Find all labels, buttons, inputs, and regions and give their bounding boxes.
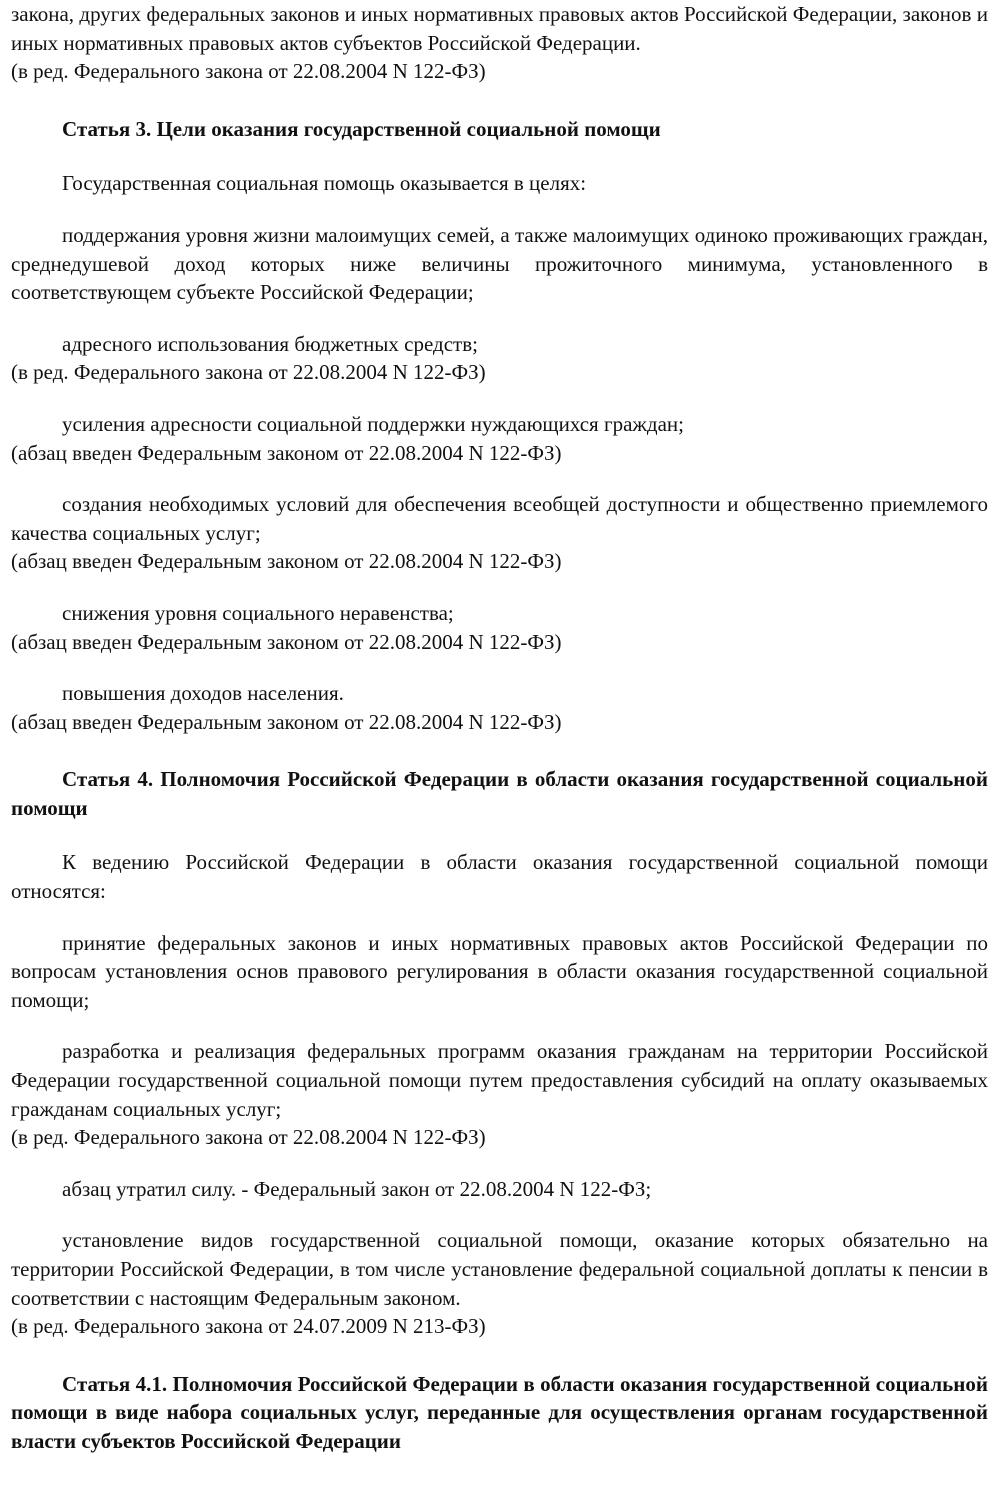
article-3-item: создания необходимых условий для обеспечения всеобщей доступности и общественно приемлемого качества социальных услуг; — [11, 492, 988, 545]
amendment-note: (абзац введен Федеральным законом от 22.08.2004 N 122-ФЗ) — [11, 629, 562, 654]
intro-paragraph: закона, других федеральных законов и иных нормативных правовых актов Российской Федерации, законов и иных нормативных правовых актов субъектов Российской Федерации. — [11, 2, 988, 55]
article-3-item: поддержания уровня жизни малоимущих семей, а также малоимущих одиноко проживающих граждан, среднедушевой доход которых ниже величины прожиточного минимума, установленного в соответствующем субъекте Российской Федерации; — [11, 222, 988, 305]
article-3-heading: Статья 3. Цели оказания государственной социальной помощи — [62, 116, 661, 141]
article-4-item: абзац утратил силу. - Федеральный закон от 22.08.2004 N 122-ФЗ; — [62, 1176, 652, 1201]
article-3-item: повышения доходов населения. — [62, 681, 344, 706]
amendment-note: (в ред. Федерального закона от 22.08.2004 N 122-ФЗ) — [11, 1125, 486, 1150]
article-4-item: разработка и реализация федеральных программ оказания гражданам на территории Российской Федерации государственной социальной помощи путем предоставления субсидий на оплату оказываемых гражданам социальных услуг; — [11, 1039, 988, 1121]
article-4-heading: Статья 4. Полномочия Российской Федерации в области оказания государственной социальной помощи — [11, 767, 988, 820]
article-3-lead: Государственная социальная помощь оказывается в целях: — [62, 171, 587, 196]
article-4-item: принятие федеральных законов и иных нормативных правовых актов Российской Федерации по вопросам установления основ правового регулирования в области оказания государственной социальной помощи; — [11, 930, 988, 1012]
amendment-note: (абзац введен Федеральным законом от 22.08.2004 N 122-ФЗ) — [11, 440, 562, 465]
amendment-note: (в ред. Федерального закона от 22.08.2004 N 122-ФЗ) — [11, 59, 486, 84]
article-3-item: усиления адресности социальной поддержки нуждающихся граждан; — [62, 411, 684, 436]
amendment-note: (в ред. Федерального закона от 22.08.2004 N 122-ФЗ) — [11, 360, 486, 385]
article-4-item: установление видов государственной социальной помощи, оказание которых обязательно на территории Российской Федерации, в том числе установление федеральной социальной доплаты к пенсии в соответствии с настоящим Федеральным законом. — [11, 1228, 988, 1310]
amendment-note: (в ред. Федерального закона от 24.07.2009 N 213-ФЗ) — [11, 1314, 486, 1339]
article-3-item: адресного использования бюджетных средств; — [62, 331, 478, 356]
article-4-1-heading: Статья 4.1. Полномочия Российской Федерации в области оказания государственной социальной помощи в виде набора социальных услуг, переданные для осуществления органам государственной власти субъектов Российской Федерации — [11, 1371, 988, 1453]
article-4-lead: К ведению Российской Федерации в области оказания государственной социальной помощи относятся: — [11, 850, 988, 904]
article-3-item: снижения уровня социального неравенства; — [62, 600, 454, 625]
amendment-note: (абзац введен Федеральным законом от 22.08.2004 N 122-ФЗ) — [11, 549, 562, 574]
amendment-note: (абзац введен Федеральным законом от 22.08.2004 N 122-ФЗ) — [11, 709, 562, 734]
